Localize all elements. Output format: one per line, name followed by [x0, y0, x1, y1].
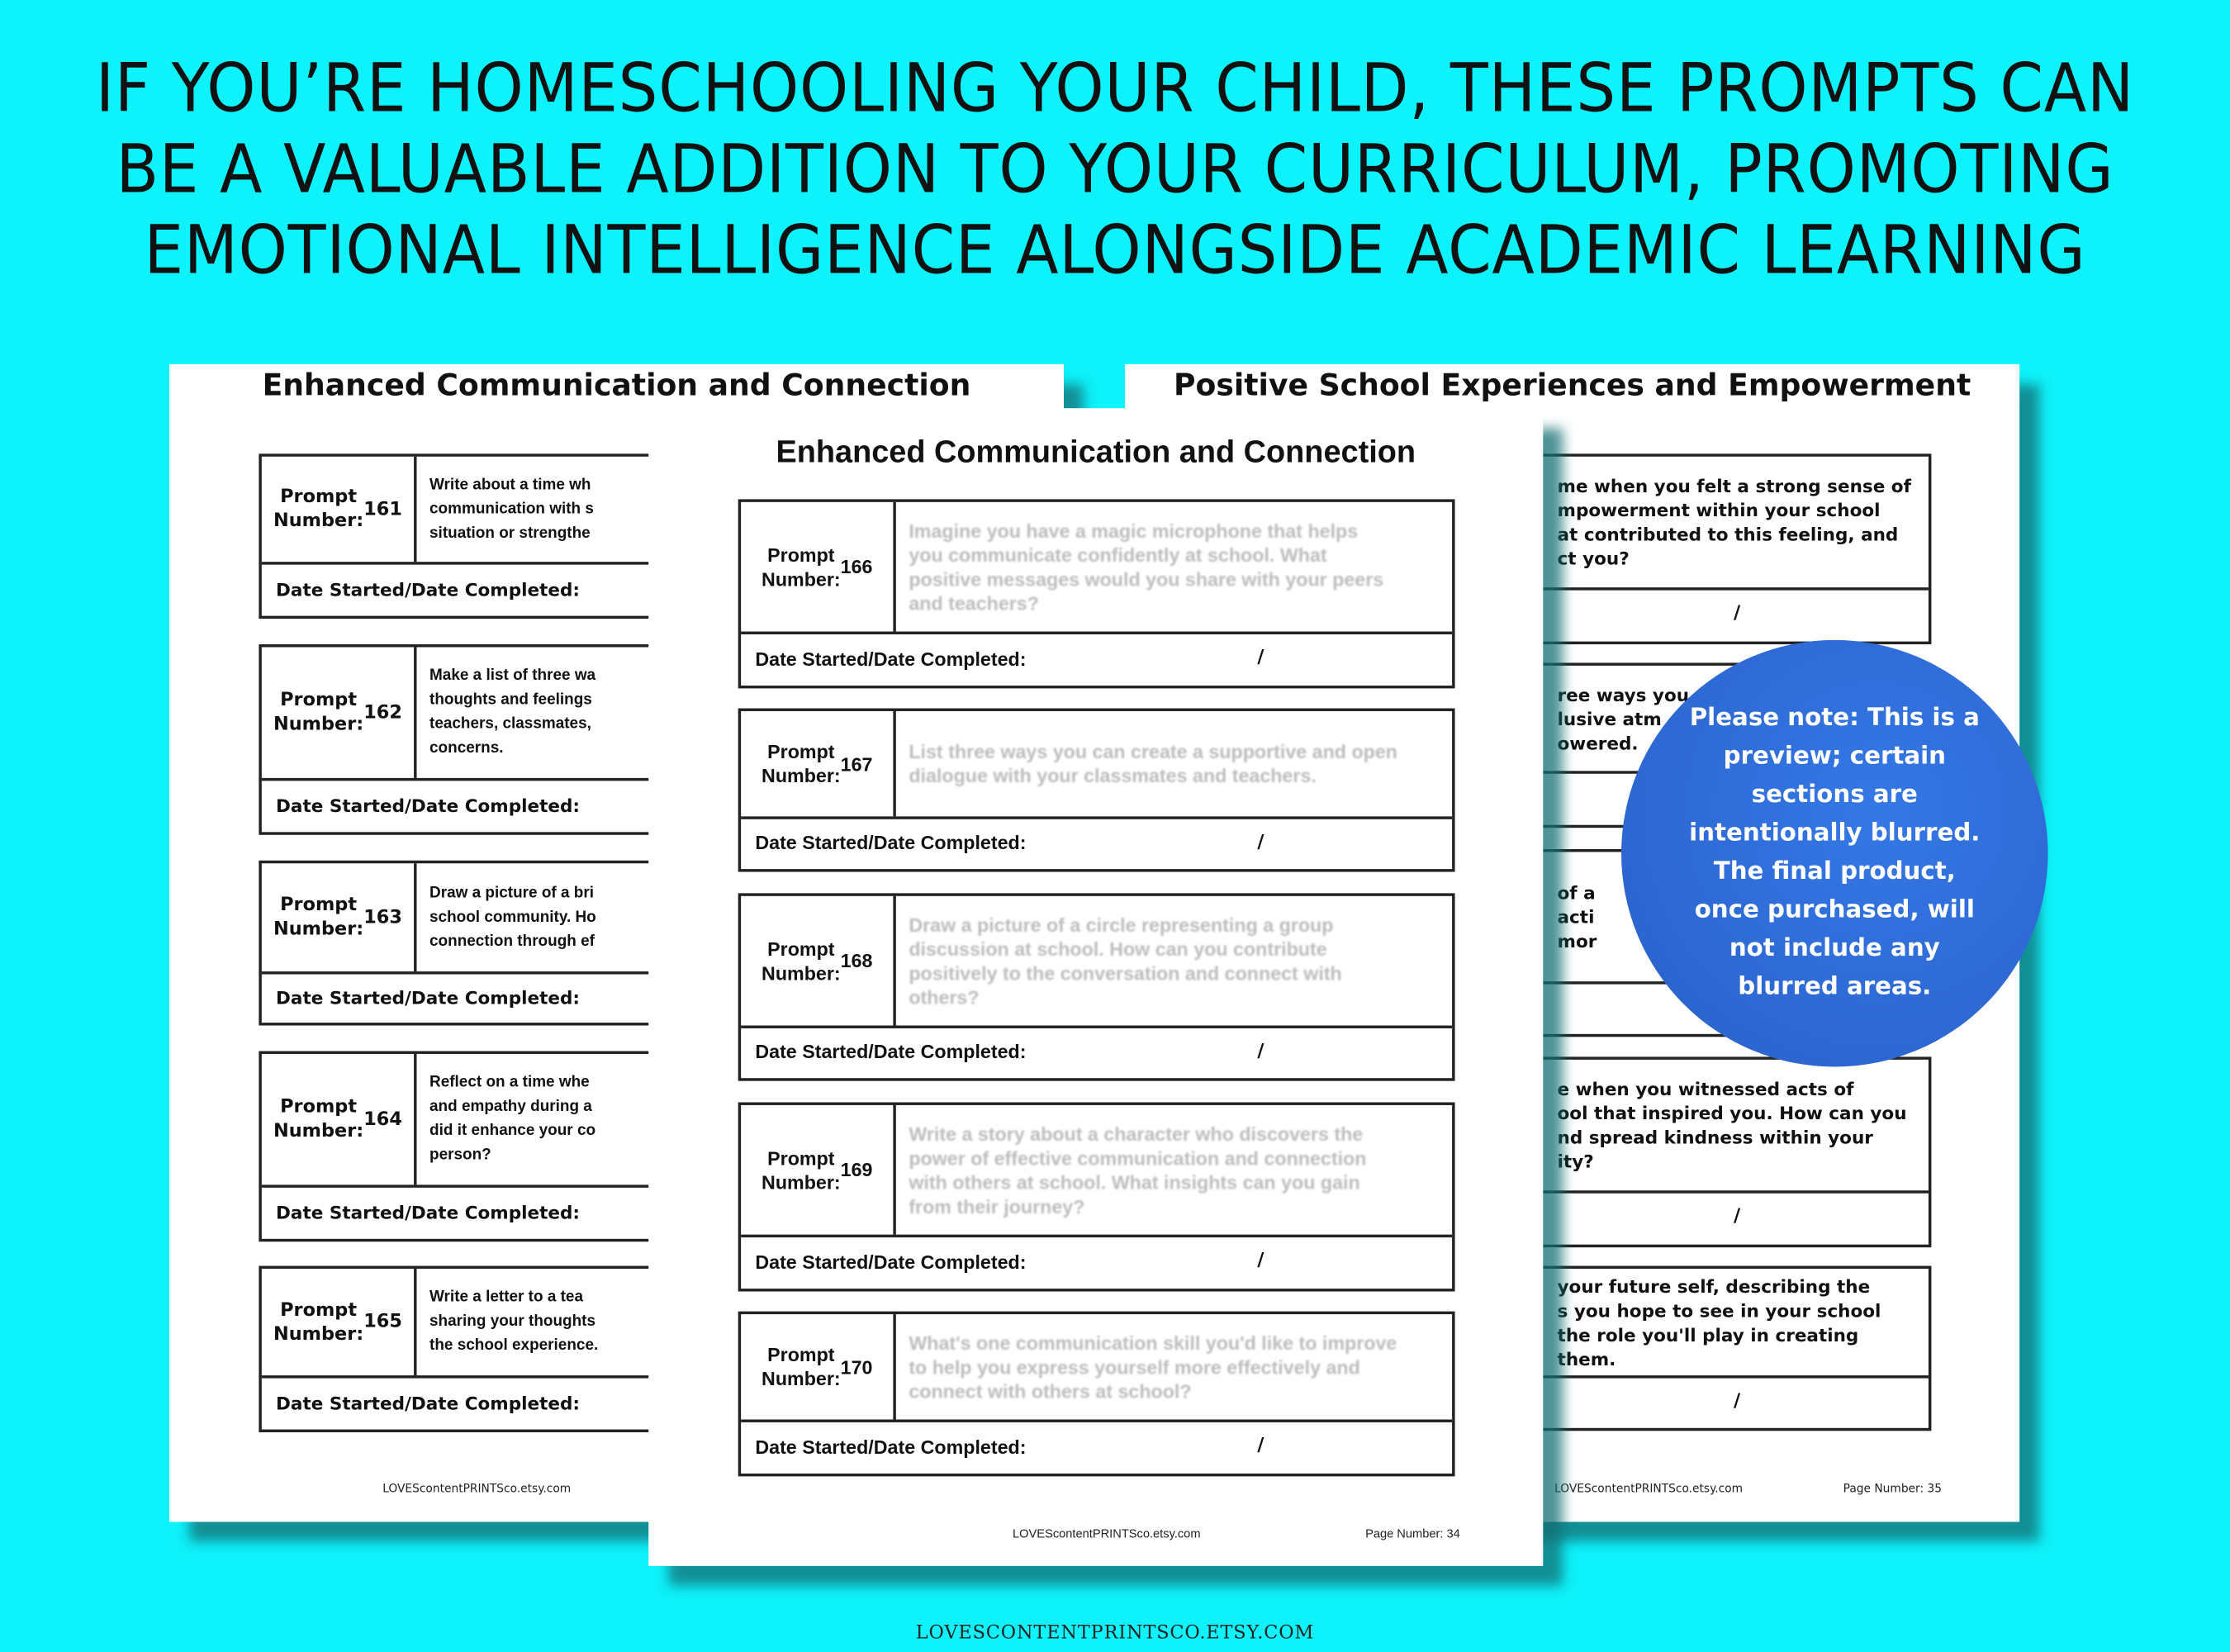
prompt-text: What's one communication skill you'd like to improve to help you express yourself more effectively and connect with others at school?: [909, 1332, 1397, 1402]
date-started-completed-label: Date Started/Date Completed:: [276, 1201, 580, 1223]
prompt-number: [741, 502, 896, 632]
prompt-text: me when you felt a strong sense of mpowerment within your school at contributed to this feeling, and ct you?: [1557, 475, 1911, 569]
date-started-completed-label: Date Started/Date Completed:: [755, 648, 1027, 670]
prompt-text: Make a list of three wa thoughts and feelings teachers, classmates, concerns.: [429, 667, 596, 757]
date-started-completed-label: Date Started/Date Completed:: [755, 1436, 1027, 1458]
headline-line: BE A VALUABLE ADDITION TO YOUR CURRICULUM, PROMOTING: [116, 131, 2114, 210]
date-slash: /: [1257, 1250, 1264, 1272]
date-slash: /: [1734, 1206, 1741, 1228]
prompt-label: Prompt Number:: [273, 1096, 364, 1142]
prompt-label: Prompt Number:: [273, 486, 364, 533]
prompt-number: [262, 863, 417, 971]
date-slash: /: [1734, 1390, 1741, 1412]
prompt-number-value: 170: [840, 1355, 873, 1378]
date-started-completed-label: Date Started/Date Completed:: [276, 577, 580, 600]
prompt-number-value: 167: [840, 752, 873, 775]
date-slash: /: [1734, 603, 1741, 624]
date-started-completed-label: Date Started/Date Completed:: [755, 832, 1027, 854]
prompt-text: Draw a picture of a circle representing a group discussion at school. How can you contribute positively to the conversation and connect with others?: [909, 914, 1342, 1008]
prompt-text: List three ways you can create a supportive and open dialogue with your classmates and teachers.: [909, 741, 1397, 787]
prompt-row: [741, 711, 1452, 819]
prompt-label: Prompt Number:: [273, 690, 364, 736]
prompt-label: Prompt Number:: [762, 938, 841, 984]
date-slash: /: [1257, 1040, 1264, 1062]
page-footer-url: LOVEScontentPRINTSco.etsy.com: [1013, 1526, 1201, 1540]
prompt-text: your future self, describing the s you hope to see in your school the role you'll play in creating them.: [1557, 1275, 1881, 1370]
page-footer-url: LOVEScontentPRINTSco.etsy.com: [382, 1482, 572, 1495]
prompt-label: Prompt Number:: [762, 544, 841, 590]
prompt-text: Reflect on a time whe and empathy during a did it enhance your co person?: [429, 1074, 596, 1164]
prompt-label: Prompt Number:: [762, 1146, 841, 1193]
prompt-number-value: 163: [363, 906, 402, 928]
prompt-number-value: 164: [363, 1108, 402, 1131]
date-started-completed-label: Date Started/Date Completed:: [755, 1251, 1027, 1273]
prompt-number-value: 162: [363, 701, 402, 724]
prompt-number-value: 168: [840, 950, 873, 972]
prompt-box: [738, 499, 1455, 688]
prompt-number: [741, 1314, 896, 1419]
page-title: Enhanced Communication and Connection: [776, 434, 1416, 470]
prompt-text: ree ways you lusive atm owered.: [1557, 683, 1690, 753]
prompt-number: [741, 1105, 896, 1235]
date-slash: /: [1257, 831, 1264, 853]
prompt-box: [738, 893, 1455, 1080]
page-number: Page Number: 35: [1843, 1482, 1943, 1495]
date-slash: /: [1257, 1435, 1264, 1457]
prompt-text: Imagine you have a magic microphone that helps you communicate confidently at school. What positive messages would you share with your peers and teachers?: [909, 520, 1384, 615]
prompt-row: [741, 896, 1452, 1028]
prompt-box: [738, 1312, 1455, 1477]
prompt-label: Prompt Number:: [273, 1298, 364, 1346]
date-started-completed-label: Date Started/Date Completed:: [755, 1041, 1027, 1063]
headline-line: EMOTIONAL INTELLIGENCE ALONGSIDE ACADEMIC LEARNING: [144, 211, 2086, 291]
prompt-number: [741, 896, 896, 1026]
prompt-box: [738, 1103, 1455, 1292]
shop-url: LOVESCONTENTPRINTSCO.ETSY.COM: [915, 1622, 1315, 1645]
prompt-text: Write about a time wh communication with s situation or strengthe: [429, 475, 594, 542]
preview-notice-text: Please note: This is a preview; certain sections are intentionally blurred. The final product, once purchased, will not include any blurred areas.: [1689, 704, 1981, 1002]
prompt-number-value: 166: [840, 556, 873, 578]
prompt-row: [741, 502, 1452, 634]
prompt-text: Write a story about a character who discovers the power of effective communication and connection with others at school. What insights can you gain from their journey?: [909, 1123, 1367, 1218]
date-started-completed-label: Date Started/Date Completed:: [276, 794, 580, 816]
prompt-text: e when you witnessed acts of ool that inspired you. How can you nd spread kindness within your ity?: [1557, 1078, 1907, 1172]
date-started-completed-label: Date Started/Date Completed:: [276, 986, 580, 1008]
date-slash: /: [1257, 647, 1264, 669]
prompt-label: Prompt Number:: [762, 1344, 841, 1390]
prompt-row: [741, 1105, 1452, 1237]
prompt-number: [262, 1269, 417, 1375]
page-number: Page Number: 34: [1365, 1526, 1460, 1540]
page-title: Enhanced Communication and Connection: [262, 368, 971, 403]
prompt-text: Draw a picture of a bri school community. Ho connection through ef: [429, 884, 596, 950]
page-footer-url: LOVEScontentPRINTSco.etsy.com: [1554, 1482, 1744, 1495]
prompt-number-value: 169: [840, 1159, 873, 1181]
prompt-number: [262, 647, 417, 777]
preview-notice-badge: [1621, 640, 2048, 1067]
prompt-text: Write a letter to a tea sharing your thoughts the school experience.: [429, 1289, 599, 1355]
prompt-text: of a acti mor: [1557, 881, 1597, 952]
prompt-number-value: 161: [363, 498, 402, 520]
headline-line: IF YOU’RE HOMESCHOOLING YOUR CHILD, THESE PROMPTS CAN: [95, 50, 2135, 128]
prompt-label: Prompt Number:: [762, 741, 841, 787]
worksheet-page-center: [648, 408, 1543, 1566]
prompt-row: [741, 1314, 1452, 1422]
page-title: Positive School Experiences and Empowerment: [1173, 368, 1971, 403]
prompt-box: [738, 709, 1455, 872]
prompt-number: [262, 1054, 417, 1184]
prompt-number-value: 165: [363, 1311, 402, 1333]
prompt-number: [262, 457, 417, 562]
headline: [78, 49, 2152, 292]
prompt-number: [741, 711, 896, 816]
date-started-completed-label: Date Started/Date Completed:: [276, 1391, 580, 1413]
prompt-label: Prompt Number:: [273, 895, 364, 941]
